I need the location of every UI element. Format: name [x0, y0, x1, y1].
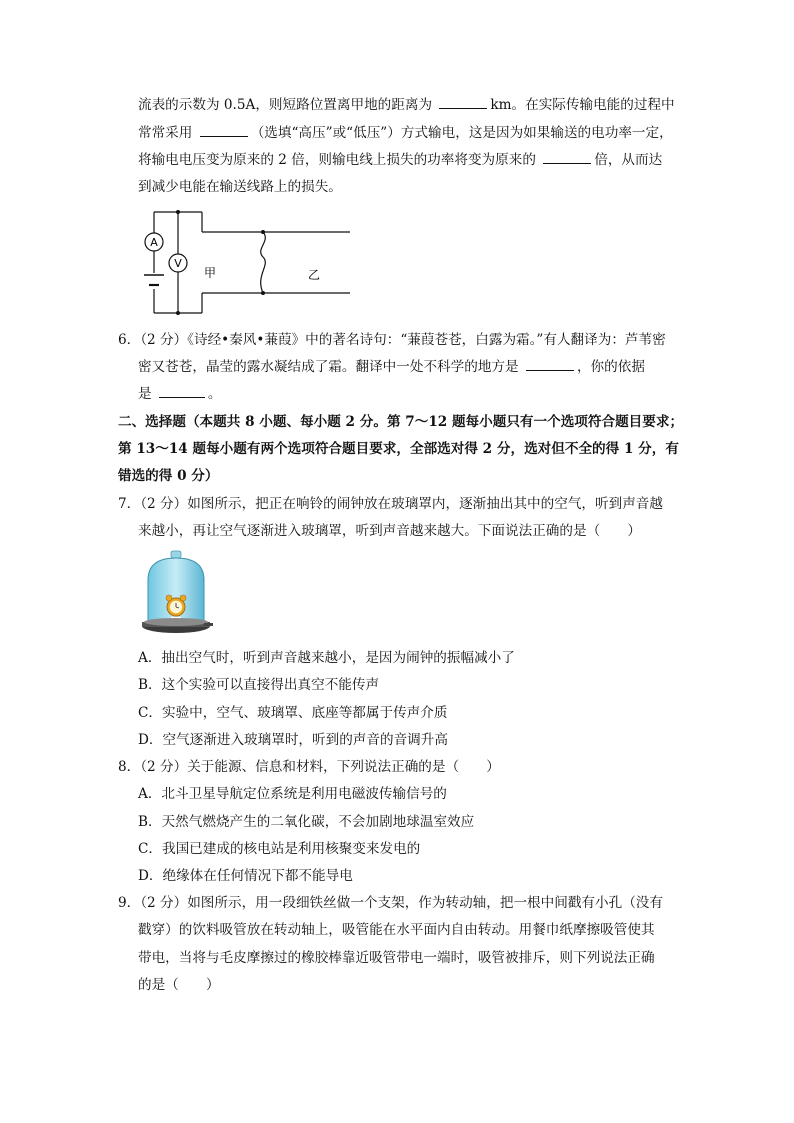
q8-option-a [138, 784, 447, 804]
q5-line3-text-a: 将输电电压变为原来的 2 倍，则输电线上损失的功率将变为原来的 [138, 152, 536, 168]
junction-dot-bottom [176, 311, 180, 315]
q9-line2-text: 戳穿）的饮料吸管放在转动轴上，吸管能在水平面内自由转动。用餐巾纸摩擦吸管使其 [138, 922, 655, 938]
q5-line-1 [138, 95, 675, 115]
q6-line-1 [118, 330, 666, 350]
q5-line2-text-a: 常常采用 [138, 125, 193, 141]
voltmeter-label: V [174, 257, 182, 270]
q5-blank-voltage-type [200, 123, 248, 137]
q7-option-c [138, 703, 447, 723]
q7-option-d [138, 730, 448, 750]
q7-line2-text: 来越小，再让空气逐渐进入玻璃罩，听到声音越来越大。下面说法正确的是（ ） [138, 523, 641, 539]
section2-heading-3: 错选的得 0 分） [118, 468, 219, 484]
section2-line-2 [118, 439, 679, 459]
q9-line-4 [138, 975, 220, 995]
q9-line-1 [118, 893, 663, 913]
section2-line-1 [118, 412, 683, 432]
q8-option-c-text: C．我国已建成的核电站是利用核聚变来发电的 [138, 841, 421, 857]
q6-blank-error [526, 357, 574, 371]
q8-option-b [138, 812, 474, 832]
q8-option-d [138, 866, 353, 886]
q7-line-2 [138, 521, 641, 541]
q6-blank-reason [159, 384, 205, 398]
section2-heading-1: 二、选择题（本题共 8 小题、每小题 2 分。第 7～12 题每小题只有一个选项符合题目要求； [118, 414, 684, 430]
q5-line4-text: 到减少电能在输送线路上的损失。 [138, 179, 342, 195]
bell-jar-alarm-clock-image [138, 550, 214, 640]
q8-option-c [138, 839, 420, 859]
q7-option-c-text: C．实验中，空气、玻璃罩、底座等都属于传声介质 [138, 705, 448, 721]
q6-line2-text-a: 密又苍苍，晶莹的露水凝结成了霜。翻译中一处不科学的地方是 [138, 359, 519, 375]
q5-line3-text-b: 倍，从而达 [594, 152, 663, 168]
ammeter-icon [145, 233, 163, 251]
q8-line1-text: 8．（2 分）关于能源、信息和材料，下列说法正确的是（ ） [118, 759, 500, 775]
q7-option-b-text: B．这个实验可以直接得出真空不能传声 [138, 677, 380, 693]
q6-line-3 [138, 384, 222, 404]
q5-line2-text-b: （选填“高压”或“低压”）方式输电，这是因为如果输送的电功率一定， [250, 125, 673, 141]
q8-option-d-text: D．绝缘体在任何情况下都不能导电 [138, 868, 353, 884]
section2-line-3 [118, 466, 219, 486]
label-jia: 甲 [204, 266, 217, 280]
q8-option-b-text: B．天然气燃烧产生的二氧化碳，不会加剧地球温室效应 [138, 814, 475, 830]
q9-line-3 [138, 948, 655, 968]
q9-line3-text: 带电，当将与毛皮摩擦过的橡胶棒靠近吸管带电一端时，吸管被排斥，则下列说法正确 [138, 950, 655, 966]
q5-line-3 [138, 150, 662, 170]
ammeter-label: A [150, 236, 158, 249]
label-yi: 乙 [308, 268, 321, 282]
section2-heading-2: 第 13～14 题每小题有两个选项符合题目要求，全部选对得 2 分，选对但不全的得 1 分，有 [118, 441, 679, 457]
q6-line1-text: 6．（2 分）《诗经•秦风•蒹葭》中的著名诗句：“蒹葭苍苍，白露为霜。”有人翻译为：芦苇密 [118, 332, 666, 348]
q5-line1-text-a: 流表的示数为 0.5A，则短路位置离甲地的距离为 [138, 97, 433, 113]
q5-line-4 [138, 177, 342, 197]
q6-line3-text-a: 是 [138, 386, 152, 402]
q9-line4-text: 的是（ ） [138, 977, 220, 993]
q6-line3-text-b: 。 [207, 386, 222, 402]
q8-option-a-text: A．北斗卫星导航定位系统是利用电磁波传输信号的 [138, 786, 447, 802]
q6-line2-text-b: ，你的依据 [576, 359, 645, 375]
q5-blank-distance [439, 95, 487, 109]
q7-option-a [138, 648, 515, 668]
short-dot-bottom [261, 291, 265, 295]
q7-line-1 [118, 494, 663, 514]
voltmeter-icon [169, 254, 187, 272]
circuit-diagram [138, 205, 368, 320]
q7-option-a-text: A．抽出空气时，听到声音越来越小，是因为闹钟的振幅减小了 [138, 650, 515, 666]
q5-line-2 [138, 123, 673, 143]
q9-line1-text: 9．（2 分）如图所示，用一段细铁丝做一个支架，作为转动轴，把一根中间戳有小孔（没有 [118, 895, 663, 911]
junction-dot-top [176, 210, 180, 214]
q7-option-b [138, 675, 379, 695]
q5-line1-text-b: km。在实际传输电能的过程中 [490, 97, 675, 113]
q7-option-d-text: D．空气逐渐进入玻璃罩时，听到的声音的音调升高 [138, 732, 448, 748]
q7-line1-text: 7．（2 分）如图所示，把正在响铃的闹钟放在玻璃罩内，逐渐抽出其中的空气，听到声音越 [118, 496, 663, 512]
q6-line-2 [138, 357, 645, 377]
short-dot-top [261, 230, 265, 234]
q8-line-1 [118, 757, 500, 777]
q9-line-2 [138, 920, 655, 940]
q5-blank-ratio [543, 150, 591, 164]
